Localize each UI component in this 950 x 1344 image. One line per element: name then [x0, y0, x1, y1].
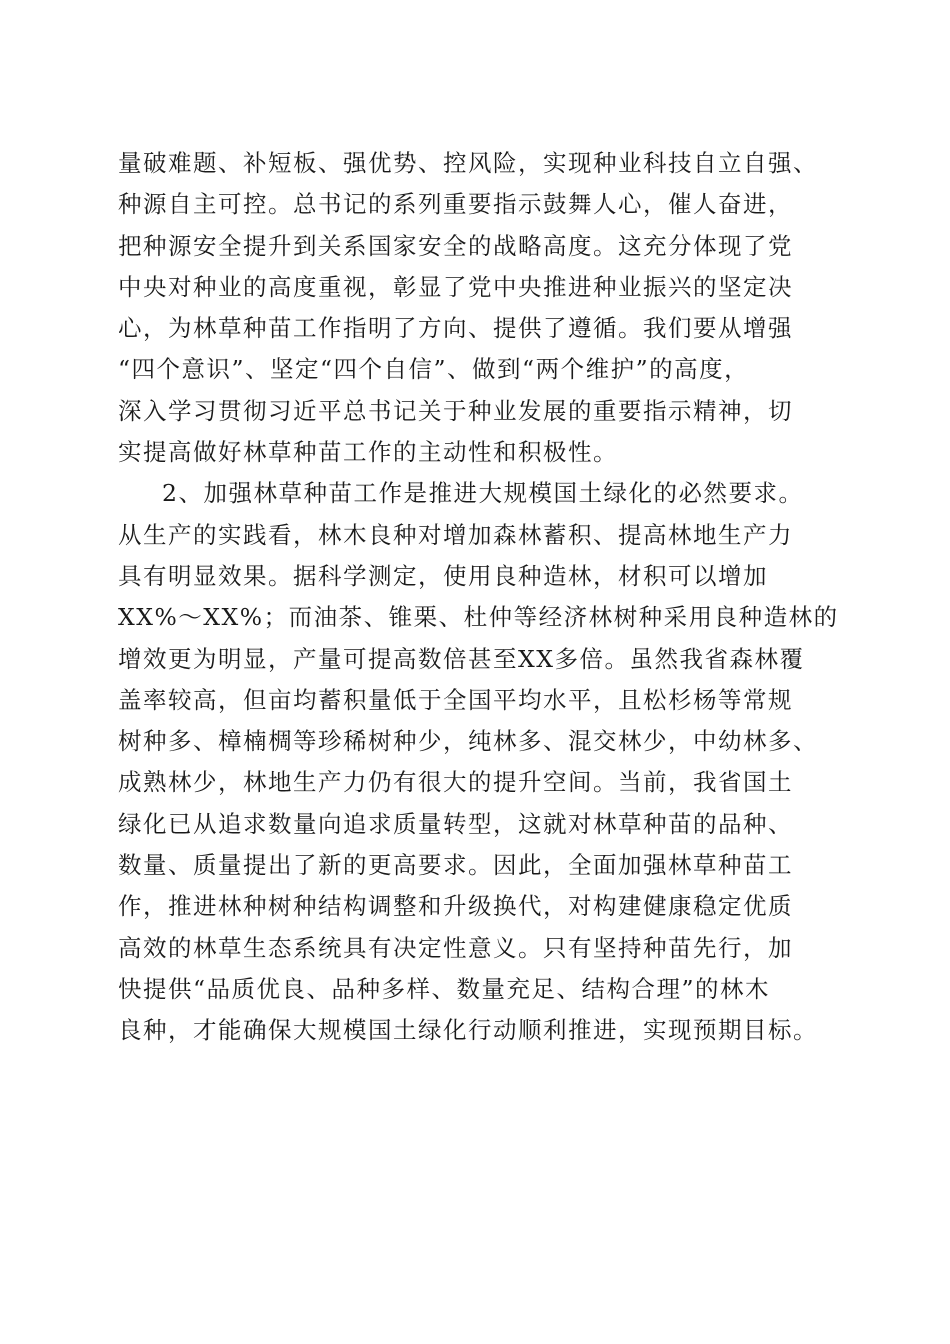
- text-line: “四个意识”、坚定“四个自信”、做到“两个维护”的高度，: [118, 355, 750, 384]
- text-line: 深入学习贯彻习近平总书记关于种业发展的重要指示精神，切: [118, 396, 793, 425]
- paragraph-1: [118, 143, 848, 473]
- text-line: 数量、质量提出了新的更高要求。因此，全面加强林草种苗工: [118, 851, 793, 880]
- paragraph-2: [118, 473, 848, 1051]
- text-line: 高效的林草生态系统具有决定性意义。只有坚持种苗先行，加: [118, 933, 793, 962]
- text-line: 实提高做好林草种苗工作的主动性和积极性。: [118, 438, 618, 467]
- text-line: 具有明显效果。据科学测定，使用良种造林，材积可以增加: [118, 561, 768, 590]
- text-line: 盖率较高，但亩均蓄积量低于全国平均水平，且松杉杨等常规: [118, 685, 793, 714]
- text-line: 2、加强林草种苗工作是推进大规模国土绿化的必然要求。: [162, 479, 804, 508]
- text-line: 增效更为明显，产量可提高数倍甚至XX多倍。虽然我省森林覆: [118, 644, 805, 673]
- text-line: 树种多、樟楠椆等珍稀树种少，纯林多、混交林少，中幼林多、: [118, 727, 818, 756]
- text-line: 绿化已从追求数量向追求质量转型，这就对林草种苗的品种、: [118, 809, 793, 838]
- text-line: 成熟林少，林地生产力仍有很大的提升空间。当前，我省国土: [118, 768, 793, 797]
- text-line: 心，为林草种苗工作指明了方向、提供了遵循。我们要从增强: [118, 314, 793, 343]
- body-text: [118, 143, 848, 1052]
- text-line: XX%～XX%；而油茶、锥栗、杜仲等经济林树种采用良种造林的: [118, 603, 839, 632]
- text-line: 把种源安全提升到关系国家安全的战略高度。这充分体现了党: [118, 231, 793, 260]
- text-line: 作，推进林种树种结构调整和升级换代，对构建健康稳定优质: [118, 892, 793, 921]
- text-line: 良种，才能确保大规模国土绿化行动顺利推进，实现预期目标。: [118, 1016, 818, 1045]
- text-line: 中央对种业的高度重视，彰显了党中央推进种业振兴的坚定决: [118, 272, 793, 301]
- text-line: 从生产的实践看，林木良种对增加森林蓄积、提高林地生产力: [118, 520, 793, 549]
- text-line: 量破难题、补短板、强优势、控风险，实现种业科技自立自强、: [118, 149, 818, 177]
- text-line: 种源自主可控。总书记的系列重要指示鼓舞人心，催人奋进，: [118, 190, 793, 219]
- text-line: 快提供“品质优良、品种多样、数量充足、结构合理”的林木: [118, 974, 771, 1003]
